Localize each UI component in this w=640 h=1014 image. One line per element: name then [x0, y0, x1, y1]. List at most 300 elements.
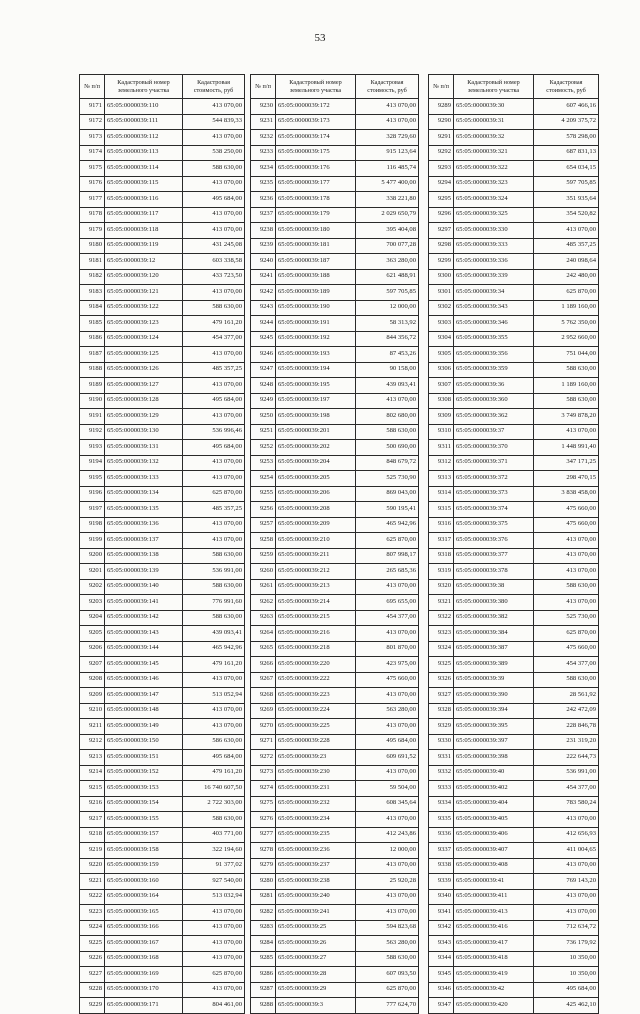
cadastral-table-left — [79, 74, 245, 1014]
row-number: 9209 — [80, 688, 105, 704]
row-number: 9201 — [80, 564, 105, 580]
cadastral-value: 423 975,00 — [356, 657, 419, 673]
table-row — [251, 176, 419, 192]
cadastral-number: 65:05:0000039:113 — [105, 145, 183, 161]
cadastral-value: 59 504,00 — [356, 781, 419, 797]
cadastral-value: 338 221,80 — [356, 192, 419, 208]
row-number: 9323 — [429, 626, 454, 642]
cadastral-value: 16 740 607,50 — [183, 781, 245, 797]
table-row — [80, 579, 245, 595]
row-number: 9257 — [251, 517, 276, 533]
table-row — [429, 331, 599, 347]
cadastral-value: 479 161,20 — [183, 765, 245, 781]
cadastral-value: 91 377,02 — [183, 858, 245, 874]
row-number: 9207 — [80, 657, 105, 673]
row-number: 9307 — [429, 378, 454, 394]
cadastral-value: 485 357,25 — [534, 238, 599, 254]
header-number: № п/п — [251, 75, 276, 99]
row-number: 9291 — [429, 130, 454, 146]
cadastral-value: 563 280,00 — [356, 703, 419, 719]
row-number: 9191 — [80, 409, 105, 425]
row-number: 9281 — [251, 889, 276, 905]
cadastral-number: 65:05:0000039:174 — [276, 130, 356, 146]
table-row — [429, 781, 599, 797]
row-number: 9262 — [251, 595, 276, 611]
row-number: 9332 — [429, 765, 454, 781]
cadastral-number: 65:05:0000039:406 — [454, 827, 534, 843]
cadastral-number: 65:05:0000039:127 — [105, 378, 183, 394]
cadastral-number: 65:05:0000039:173 — [276, 114, 356, 130]
cadastral-value: 588 630,00 — [183, 161, 245, 177]
cadastral-value: 10 350,00 — [534, 951, 599, 967]
row-number: 9247 — [251, 362, 276, 378]
table-row — [251, 269, 419, 285]
table-row — [429, 533, 599, 549]
cadastral-number: 65:05:0000039:371 — [454, 455, 534, 471]
table-row — [429, 796, 599, 812]
cadastral-number: 65:05:0000039:394 — [454, 703, 534, 719]
cadastral-number: 65:05:0000039:112 — [105, 130, 183, 146]
cadastral-number: 65:05:0000039:155 — [105, 812, 183, 828]
cadastral-value: 475 660,00 — [534, 517, 599, 533]
cadastral-value: 413 070,00 — [183, 455, 245, 471]
cadastral-number: 65:05:0000039:38 — [454, 579, 534, 595]
cadastral-number: 65:05:0000039:397 — [454, 734, 534, 750]
cadastral-number: 65:05:0000039:215 — [276, 610, 356, 626]
cadastral-value: 563 280,00 — [356, 936, 419, 952]
table-row — [429, 502, 599, 518]
cadastral-value: 413 070,00 — [356, 812, 419, 828]
cadastral-number: 65:05:0000039:153 — [105, 781, 183, 797]
cadastral-value: 625 870,00 — [183, 486, 245, 502]
row-number: 9180 — [80, 238, 105, 254]
cadastral-value: 116 485,74 — [356, 161, 419, 177]
row-number: 9314 — [429, 486, 454, 502]
row-number: 9234 — [251, 161, 276, 177]
table-row — [80, 719, 245, 735]
table-row — [80, 130, 245, 146]
table-row — [80, 548, 245, 564]
cadastral-number: 65:05:0000039:114 — [105, 161, 183, 177]
row-number: 9273 — [251, 765, 276, 781]
cadastral-value: 479 161,20 — [183, 316, 245, 332]
cadastral-number: 65:05:0000039:405 — [454, 812, 534, 828]
table-row — [80, 703, 245, 719]
cadastral-value: 495 684,00 — [534, 982, 599, 998]
cadastral-value: 1 189 160,00 — [534, 378, 599, 394]
cadastral-value: 607 466,16 — [534, 99, 599, 115]
cadastral-value: 413 070,00 — [183, 378, 245, 394]
cadastral-number: 65:05:0000039:29 — [276, 982, 356, 998]
row-number: 9290 — [429, 114, 454, 130]
row-number: 9289 — [429, 99, 454, 115]
cadastral-value: 228 846,78 — [534, 719, 599, 735]
cadastral-number: 65:05:0000039:168 — [105, 951, 183, 967]
cadastral-value: 597 705,85 — [534, 176, 599, 192]
cadastral-number: 65:05:0000039:389 — [454, 657, 534, 673]
cadastral-number: 65:05:0000039:141 — [105, 595, 183, 611]
cadastral-number: 65:05:0000039:370 — [454, 440, 534, 456]
cadastral-number: 65:05:0000039:220 — [276, 657, 356, 673]
cadastral-value: 609 691,52 — [356, 750, 419, 766]
row-number: 9263 — [251, 610, 276, 626]
row-number: 9256 — [251, 502, 276, 518]
row-number: 9186 — [80, 331, 105, 347]
cadastral-number: 65:05:0000039:230 — [276, 765, 356, 781]
row-number: 9277 — [251, 827, 276, 843]
cadastral-table-middle — [250, 74, 419, 1014]
cadastral-value: 654 034,15 — [534, 161, 599, 177]
cadastral-value: 413 070,00 — [534, 595, 599, 611]
cadastral-value: 222 644,73 — [534, 750, 599, 766]
cadastral-number: 65:05:0000039:395 — [454, 719, 534, 735]
cadastral-number: 65:05:0000039:125 — [105, 347, 183, 363]
row-number: 9242 — [251, 285, 276, 301]
cadastral-value: 807 998,17 — [356, 548, 419, 564]
cadastral-number: 65:05:0000039:187 — [276, 254, 356, 270]
cadastral-value: 475 660,00 — [534, 641, 599, 657]
row-number: 9285 — [251, 951, 276, 967]
cadastral-number: 65:05:0000039:179 — [276, 207, 356, 223]
table-row — [80, 533, 245, 549]
cadastral-number: 65:05:0000039:126 — [105, 362, 183, 378]
row-number: 9192 — [80, 424, 105, 440]
row-number: 9190 — [80, 393, 105, 409]
table-row — [80, 998, 245, 1014]
table-row — [429, 967, 599, 983]
row-number: 9252 — [251, 440, 276, 456]
cadastral-value: 454 377,00 — [534, 781, 599, 797]
row-number: 9337 — [429, 843, 454, 859]
cadastral-number: 65:05:0000039:373 — [454, 486, 534, 502]
cadastral-number: 65:05:0000039:39 — [454, 672, 534, 688]
cadastral-value: 625 870,00 — [534, 626, 599, 642]
row-number: 9230 — [251, 99, 276, 115]
table-row — [80, 595, 245, 611]
cadastral-value: 465 942,96 — [356, 517, 419, 533]
table-row — [251, 502, 419, 518]
table-row — [80, 688, 245, 704]
table-row — [429, 238, 599, 254]
table-row — [80, 176, 245, 192]
row-number: 9340 — [429, 889, 454, 905]
cadastral-value: 439 093,41 — [183, 626, 245, 642]
row-number: 9171 — [80, 99, 105, 115]
cadastral-value: 588 630,00 — [183, 300, 245, 316]
cadastral-value: 411 004,65 — [534, 843, 599, 859]
row-number: 9324 — [429, 641, 454, 657]
cadastral-number: 65:05:0000039:355 — [454, 331, 534, 347]
cadastral-value: 454 377,00 — [183, 331, 245, 347]
table-row — [80, 378, 245, 394]
cadastral-value: 413 070,00 — [183, 517, 245, 533]
table-row — [80, 192, 245, 208]
table-row — [251, 254, 419, 270]
table-row — [251, 130, 419, 146]
cadastral-value: 621 488,91 — [356, 269, 419, 285]
table-row — [429, 579, 599, 595]
cadastral-value: 687 831,13 — [534, 145, 599, 161]
header-cadastral-number: Кадастровый номер земельного участка — [105, 75, 183, 99]
cadastral-number: 65:05:0000039:402 — [454, 781, 534, 797]
row-number: 9345 — [429, 967, 454, 983]
cadastral-number: 65:05:0000039:190 — [276, 300, 356, 316]
cadastral-number: 65:05:0000039:360 — [454, 393, 534, 409]
table-row — [251, 936, 419, 952]
cadastral-value: 625 870,00 — [356, 982, 419, 998]
cadastral-value: 413 070,00 — [183, 285, 245, 301]
row-number: 9280 — [251, 874, 276, 890]
cadastral-value: 413 070,00 — [356, 579, 419, 595]
table-row — [429, 564, 599, 580]
cadastral-value: 869 043,00 — [356, 486, 419, 502]
cadastral-number: 65:05:0000039:390 — [454, 688, 534, 704]
row-number: 9240 — [251, 254, 276, 270]
cadastral-value: 413 070,00 — [534, 223, 599, 239]
cadastral-value: 536 991,00 — [183, 564, 245, 580]
cadastral-value: 395 404,08 — [356, 223, 419, 239]
row-number: 9261 — [251, 579, 276, 595]
cadastral-number: 65:05:0000039:154 — [105, 796, 183, 812]
table-row — [429, 734, 599, 750]
table-row — [429, 905, 599, 921]
cadastral-number: 65:05:0000039:151 — [105, 750, 183, 766]
cadastral-value: 25 920,28 — [356, 874, 419, 890]
cadastral-number: 65:05:0000039:211 — [276, 548, 356, 564]
cadastral-value: 413 070,00 — [183, 130, 245, 146]
row-number: 9213 — [80, 750, 105, 766]
table-row — [80, 858, 245, 874]
header-cadastral-value: Кадастровая стоимость, руб — [534, 75, 599, 99]
cadastral-number: 65:05:0000039:160 — [105, 874, 183, 890]
row-number: 9341 — [429, 905, 454, 921]
table-row — [251, 331, 419, 347]
cadastral-value: 495 684,00 — [356, 734, 419, 750]
table-row — [80, 331, 245, 347]
table-row — [251, 781, 419, 797]
cadastral-number: 65:05:0000039:382 — [454, 610, 534, 626]
row-number: 9294 — [429, 176, 454, 192]
cadastral-number: 65:05:0000039:210 — [276, 533, 356, 549]
row-number: 9189 — [80, 378, 105, 394]
table-row — [251, 734, 419, 750]
row-number: 9343 — [429, 936, 454, 952]
row-number: 9248 — [251, 378, 276, 394]
cadastral-value: 544 839,33 — [183, 114, 245, 130]
cadastral-value: 240 098,64 — [534, 254, 599, 270]
cadastral-value: 413 070,00 — [356, 719, 419, 735]
cadastral-number: 65:05:0000039:148 — [105, 703, 183, 719]
cadastral-value: 242 480,00 — [534, 269, 599, 285]
cadastral-number: 65:05:0000039:238 — [276, 874, 356, 890]
row-number: 9317 — [429, 533, 454, 549]
cadastral-number: 65:05:0000039:234 — [276, 812, 356, 828]
table-row — [80, 641, 245, 657]
table-row — [429, 657, 599, 673]
table-row — [80, 362, 245, 378]
row-number: 9308 — [429, 393, 454, 409]
table-row — [429, 347, 599, 363]
cadastral-value: 625 870,00 — [356, 533, 419, 549]
row-number: 9253 — [251, 455, 276, 471]
row-number: 9328 — [429, 703, 454, 719]
table-row — [429, 285, 599, 301]
cadastral-value: 578 298,00 — [534, 130, 599, 146]
table-row — [80, 626, 245, 642]
table-row — [251, 610, 419, 626]
row-number: 9222 — [80, 889, 105, 905]
cadastral-value: 588 630,00 — [183, 812, 245, 828]
row-number: 9199 — [80, 533, 105, 549]
cadastral-value: 915 123,64 — [356, 145, 419, 161]
cadastral-value: 58 313,92 — [356, 316, 419, 332]
cadastral-number: 65:05:0000039:122 — [105, 300, 183, 316]
table-row — [429, 610, 599, 626]
row-number: 9245 — [251, 331, 276, 347]
cadastral-number: 65:05:0000039:27 — [276, 951, 356, 967]
table-row — [429, 130, 599, 146]
cadastral-number: 65:05:0000039:377 — [454, 548, 534, 564]
row-number: 9265 — [251, 641, 276, 657]
cadastral-number: 65:05:0000039:42 — [454, 982, 534, 998]
cadastral-number: 65:05:0000039:380 — [454, 595, 534, 611]
cadastral-number: 65:05:0000039:336 — [454, 254, 534, 270]
cadastral-value: 776 991,60 — [183, 595, 245, 611]
row-number: 9293 — [429, 161, 454, 177]
cadastral-number: 65:05:0000039:225 — [276, 719, 356, 735]
row-number: 9188 — [80, 362, 105, 378]
cadastral-value: 525 730,00 — [534, 610, 599, 626]
table-row — [80, 610, 245, 626]
cadastral-number: 65:05:0000039:121 — [105, 285, 183, 301]
table-row — [251, 719, 419, 735]
cadastral-value: 751 044,00 — [534, 347, 599, 363]
page-number: 53 — [314, 32, 326, 44]
row-number: 9233 — [251, 145, 276, 161]
cadastral-number: 65:05:0000039:159 — [105, 858, 183, 874]
header-cadastral-value: Кадастровая стоимость, руб — [183, 75, 245, 99]
cadastral-value: 413 070,00 — [534, 889, 599, 905]
table-row — [429, 192, 599, 208]
row-number: 9282 — [251, 905, 276, 921]
cadastral-value: 769 143,20 — [534, 874, 599, 890]
row-number: 9310 — [429, 424, 454, 440]
cadastral-number: 65:05:0000039:240 — [276, 889, 356, 905]
table-row — [80, 796, 245, 812]
cadastral-value: 12 000,00 — [356, 300, 419, 316]
row-number: 9330 — [429, 734, 454, 750]
cadastral-value: 413 070,00 — [534, 905, 599, 921]
header-number: № п/п — [429, 75, 454, 99]
cadastral-value: 590 195,41 — [356, 502, 419, 518]
cadastral-number: 65:05:0000039:195 — [276, 378, 356, 394]
row-number: 9178 — [80, 207, 105, 223]
cadastral-number: 65:05:0000039:178 — [276, 192, 356, 208]
cadastral-number: 65:05:0000039:343 — [454, 300, 534, 316]
row-number: 9301 — [429, 285, 454, 301]
row-number: 9270 — [251, 719, 276, 735]
cadastral-value: 413 070,00 — [183, 672, 245, 688]
cadastral-value: 413 070,00 — [183, 905, 245, 921]
cadastral-value: 588 630,00 — [534, 362, 599, 378]
row-number: 9231 — [251, 114, 276, 130]
cadastral-number: 65:05:0000039:408 — [454, 858, 534, 874]
cadastral-value: 454 377,00 — [356, 610, 419, 626]
cadastral-value: 403 771,00 — [183, 827, 245, 843]
cadastral-number: 65:05:0000039:164 — [105, 889, 183, 905]
table-row — [429, 316, 599, 332]
cadastral-value: 413 070,00 — [183, 719, 245, 735]
cadastral-value: 495 684,00 — [183, 750, 245, 766]
cadastral-value: 413 070,00 — [356, 765, 419, 781]
cadastral-value: 495 684,00 — [183, 440, 245, 456]
table-row — [429, 145, 599, 161]
row-number: 9339 — [429, 874, 454, 890]
table-row — [251, 378, 419, 394]
cadastral-value: 495 684,00 — [183, 192, 245, 208]
cadastral-value: 412 243,86 — [356, 827, 419, 843]
table-row — [429, 951, 599, 967]
row-number: 9300 — [429, 269, 454, 285]
row-number: 9321 — [429, 595, 454, 611]
row-number: 9329 — [429, 719, 454, 735]
table-row — [80, 424, 245, 440]
table-row — [251, 471, 419, 487]
cadastral-number: 65:05:0000039:193 — [276, 347, 356, 363]
table-row — [251, 300, 419, 316]
cadastral-number: 65:05:0000039:158 — [105, 843, 183, 859]
cadastral-number: 65:05:0000039:32 — [454, 130, 534, 146]
table-row — [80, 269, 245, 285]
cadastral-value: 607 093,50 — [356, 967, 419, 983]
cadastral-number: 65:05:0000039:137 — [105, 533, 183, 549]
cadastral-value: 413 070,00 — [356, 905, 419, 921]
cadastral-number: 65:05:0000039:398 — [454, 750, 534, 766]
table-row — [251, 765, 419, 781]
cadastral-value: 485 357,25 — [183, 502, 245, 518]
row-number: 9312 — [429, 455, 454, 471]
cadastral-number: 65:05:0000039:143 — [105, 626, 183, 642]
cadastral-value: 525 730,90 — [356, 471, 419, 487]
table-row — [251, 827, 419, 843]
table-row — [429, 982, 599, 998]
cadastral-number: 65:05:0000039:372 — [454, 471, 534, 487]
row-number: 9179 — [80, 223, 105, 239]
row-number: 9272 — [251, 750, 276, 766]
row-number: 9303 — [429, 316, 454, 332]
table-row — [429, 920, 599, 936]
table-row — [251, 579, 419, 595]
row-number: 9288 — [251, 998, 276, 1014]
cadastral-number: 65:05:0000039:165 — [105, 905, 183, 921]
cadastral-value: 536 991,00 — [534, 765, 599, 781]
row-number: 9286 — [251, 967, 276, 983]
cadastral-number: 65:05:0000039:231 — [276, 781, 356, 797]
cadastral-number: 65:05:0000039:167 — [105, 936, 183, 952]
cadastral-number: 65:05:0000039:177 — [276, 176, 356, 192]
cadastral-number: 65:05:0000039:356 — [454, 347, 534, 363]
row-number: 9322 — [429, 610, 454, 626]
table-row — [429, 812, 599, 828]
row-number: 9243 — [251, 300, 276, 316]
row-number: 9327 — [429, 688, 454, 704]
table-row — [429, 300, 599, 316]
row-number: 9205 — [80, 626, 105, 642]
row-number: 9255 — [251, 486, 276, 502]
table-row — [429, 672, 599, 688]
cadastral-number: 65:05:0000039:31 — [454, 114, 534, 130]
cadastral-number: 65:05:0000039:192 — [276, 331, 356, 347]
